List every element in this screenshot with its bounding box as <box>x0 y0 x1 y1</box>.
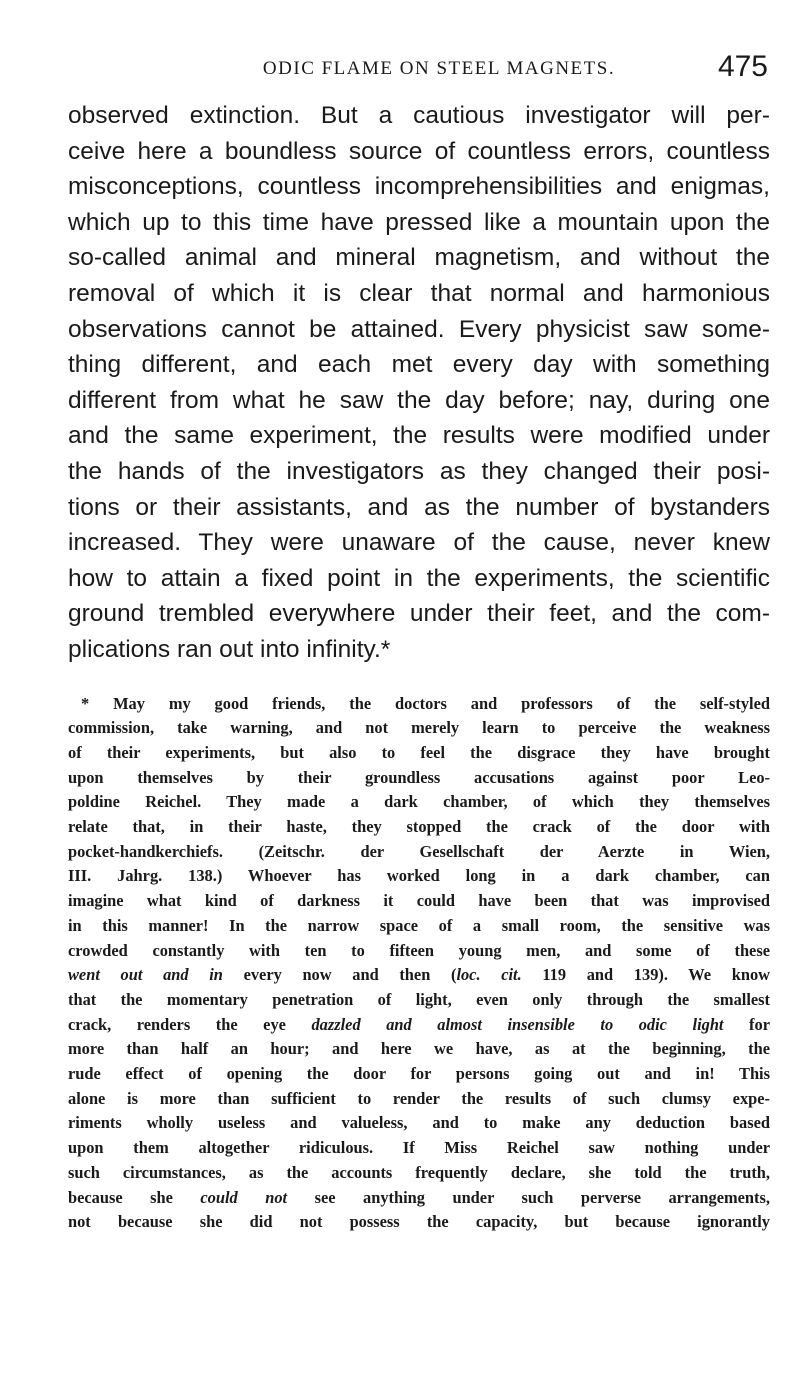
footnote-text-fragment: 119 and 139). We know <box>521 965 770 985</box>
paragraph-line: ground trembled everywhere under their feet, and the com- <box>68 600 770 628</box>
footnote-line: that the momentary penetration of light, even only through the smallest <box>68 989 770 1009</box>
footnote-line: in this manner! In the narrow space of a small room, the sensitive was <box>68 915 770 935</box>
footnote-line: alone is more than sufficient to render the results of such clumsy expe- <box>68 1088 770 1108</box>
paragraph-line: thing different, and each met every day with something <box>68 351 770 379</box>
main-paragraph <box>68 98 770 668</box>
paragraph-line: different from what he saw the day before; nay, during one <box>68 386 770 414</box>
footnote-line: III. Jahrg. 138.) Whoever has worked long in a dark chamber, can <box>68 866 770 886</box>
paragraph-line: observed extinction. But a cautious investigator will per- <box>68 102 770 129</box>
footnote-text-fragment: crack, renders the eye <box>68 1014 312 1034</box>
paragraph-line: which up to this time have pressed like a mountain upon the <box>68 208 770 236</box>
footnote-line <box>68 1186 770 1211</box>
footnote <box>68 692 770 1235</box>
running-title: ODIC FLAME ON STEEL MAGNETS. <box>262 58 616 79</box>
paragraph-line: tions or their assistants, and as the number of bystanders <box>68 493 770 521</box>
footnote-italic-phrase: could not <box>200 1187 288 1207</box>
footnote-line: poldine Reichel. They made a dark chamber, of which they themselves <box>68 792 770 812</box>
footnote-italic-citation: loc. cit. <box>456 965 522 985</box>
paragraph-line: misconceptions, countless incomprehensibilities and enigmas, <box>68 173 770 201</box>
paragraph-line: increased. They were unaware of the cause, never knew <box>68 529 770 557</box>
footnote-text-fragment: for <box>723 1014 770 1034</box>
footnote-line: upon themselves by their groundless accusations against poor Leo- <box>68 767 770 787</box>
footnote-line: more than half an hour; and here we have, as at the beginning, the <box>68 1039 770 1059</box>
footnote-line <box>68 963 770 988</box>
paragraph-line: observations cannot be attained. Every physicist saw some- <box>68 315 770 343</box>
footnote-line: relate that, in their haste, they stopped the crack of the door with <box>68 817 770 837</box>
footnote-line <box>68 1013 770 1038</box>
page-number: 475 <box>717 50 768 83</box>
paragraph-line: the hands of the investigators as they changed their posi- <box>68 457 770 485</box>
running-head <box>68 0 770 86</box>
paragraph-line: so-called animal and mineral magnetism, and without the <box>68 244 770 272</box>
footnote-line: not because she did not possess the capacity, but because ignorantly <box>68 1212 770 1232</box>
paragraph-line: removal of which it is clear that normal and harmonious <box>68 279 770 307</box>
paragraph-line: how to attain a fixed point in the experiments, the scientific <box>68 564 770 592</box>
footnote-line: riments wholly useless and valueless, and to make any deduction based <box>68 1113 770 1133</box>
footnote-line: * May my good friends, the doctors and professors of the self-styled <box>81 693 770 713</box>
footnote-italic-phrase: went out and in <box>68 965 223 985</box>
paragraph-line: plications ran out into infinity.* <box>68 635 391 663</box>
paragraph-line: ceive here a boundless source of countless errors, countless <box>68 137 770 165</box>
paragraph-line: and the same experiment, the results were modified under <box>68 422 770 450</box>
footnote-line: pocket-handkerchiefs. (Zeitschr. der Gesellschaft der Aerzte in Wien, <box>68 841 770 861</box>
footnote-line: imagine what kind of darkness it could have been that was improvised <box>68 891 770 911</box>
footnote-line: commission, take warning, and not merely learn to perceive the weakness <box>68 718 770 738</box>
footnote-line: rude effect of opening the door for persons going out and in! This <box>68 1064 770 1084</box>
footnote-line: crowded constantly with ten to fifteen young men, and some of these <box>68 940 770 960</box>
footnote-line: upon them altogether ridiculous. If Miss Reichel saw nothing under <box>68 1138 770 1158</box>
footnote-line: such circumstances, as the accounts frequently declare, she told the truth, <box>68 1162 770 1182</box>
footnote-text-fragment: because she <box>68 1187 201 1207</box>
footnote-text-fragment: see anything under such perverse arrangements, <box>287 1187 770 1207</box>
footnote-italic-phrase: dazzled and almost insensible to odic light <box>311 1014 724 1034</box>
footnote-line: of their experiments, but also to feel the disgrace they have brought <box>68 742 770 762</box>
footnote-text-fragment: every now and then ( <box>222 965 457 985</box>
